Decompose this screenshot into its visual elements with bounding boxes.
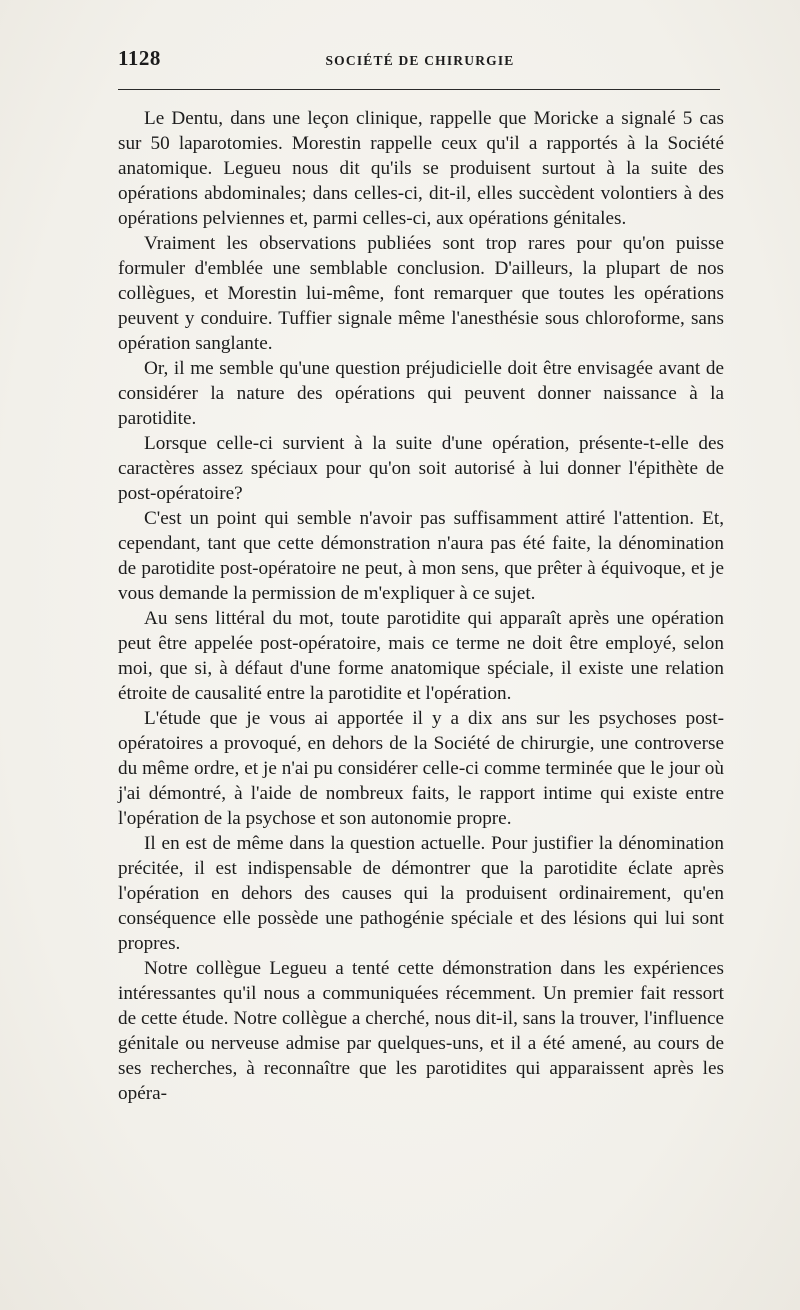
- paragraph-1: Le Dentu, dans une leçon clinique, rappelle que Moricke a signalé 5 cas sur 50 laparotomies. Morestin rappelle ceux qu'il a rapportés à la Société anatomique. Legueu nous dit qu'ils se produisent surtout à la suite des opérations abdominales; dans celles-ci, dit-il, elles succèdent volontiers à des opérations pelviennes et, parmi celles-ci, aux opérations génitales.: [118, 108, 724, 229]
- paragraph-5: C'est un point qui semble n'avoir pas suffisamment attiré l'attention. Et, cependant, tant que cette démonstration n'aura pas été faite, la dénomination de parotidite post-opératoire ne peut, à mon sens, que prêter à équivoque, et je vous demande la permission de m'expliquer à ce sujet.: [118, 508, 724, 604]
- body-text: [118, 106, 724, 1106]
- paragraph-3: Or, il me semble qu'une question préjudicielle doit être envisagée avant de considérer la nature des opérations qui peuvent donner naissance à la parotidite.: [118, 358, 724, 429]
- header-rule: [118, 89, 720, 90]
- page-header: [118, 46, 722, 78]
- paragraph-7: L'étude que je vous ai apportée il y a dix ans sur les psychoses post-opératoires a provoqué, en dehors de la Société de chirurgie, une controverse du même ordre, et je n'ai pu considérer celle-ci comme terminée que le jour où j'ai démontré, à l'aide de nombreux faits, le rapport intime qui existe entre l'opération de la psychose et son autonomie propre.: [118, 708, 724, 829]
- paragraph-8: Il en est de même dans la question actuelle. Pour justifier la dénomination précitée, il est indispensable de démontrer que la parotidite éclate après l'opération en dehors des causes qui la produisent ordinairement, qu'en conséquence elle possède une pathogénie spéciale et des lésions qui lui sont propres.: [118, 833, 724, 954]
- paragraph-9: Notre collègue Legueu a tenté cette démonstration dans les expériences intéressantes qu'il nous a communiquées récemment. Un premier fait ressort de cette étude. Notre collègue a cherché, nous dit-il, sans la trouver, l'influence génitale ou nerveuse admise par quelques-uns, et il a été amené, au cours de ses recherches, à reconnaître que les parotidites qui apparaissent après les opéra-: [118, 958, 724, 1104]
- running-title: SOCIÉTÉ DE CHIRURGIE: [325, 53, 515, 68]
- paragraph-4: Lorsque celle-ci survient à la suite d'une opération, présente-t-elle des caractères assez spéciaux pour qu'on soit autorisé à lui donner l'épithète de post-opératoire?: [118, 433, 724, 504]
- page-number: 1128: [118, 46, 161, 70]
- paragraph-2: Vraiment les observations publiées sont trop rares pour qu'on puisse formuler d'emblée une semblable conclusion. D'ailleurs, la plupart de nos collègues, et Morestin lui-même, font remarquer que toutes les opérations peuvent y conduire. Tuffier signale même l'anesthésie sous chloroforme, sans opération sanglante.: [118, 233, 724, 354]
- paragraph-6: Au sens littéral du mot, toute parotidite qui apparaît après une opération peut être appelée post-opératoire, mais ce terme ne doit être employé, selon moi, que si, à défaut d'une forme anatomique spéciale, il existe une relation étroite de causalité entre la parotidite et l'opération.: [118, 608, 724, 704]
